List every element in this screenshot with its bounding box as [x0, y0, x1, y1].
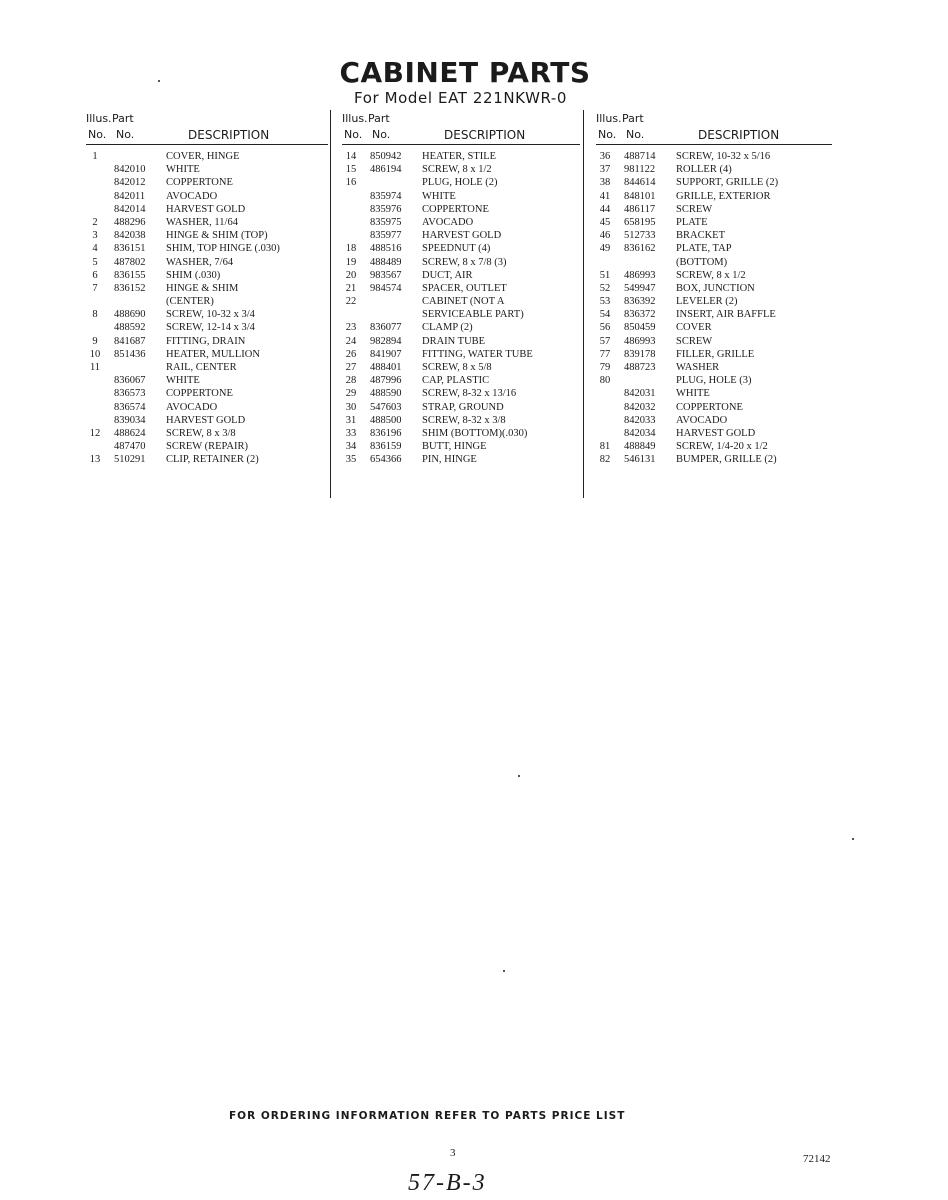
header-description: DESCRIPTION: [188, 128, 270, 142]
description: (BOTTOM): [676, 256, 728, 268]
illus-number: 26: [345, 348, 357, 360]
description: HEATER, MULLION: [166, 348, 260, 360]
illus-number: 16: [345, 177, 357, 189]
description: FILLER, GRILLE: [676, 348, 755, 360]
part-number: 488489: [370, 256, 402, 268]
part-number: 836155: [114, 269, 146, 281]
part-number: 488516: [370, 243, 402, 255]
description: SCREW, 8 x 5/8: [422, 362, 492, 373]
description: CLIP, RETAINER (2): [166, 454, 259, 466]
description: WHITE: [166, 375, 200, 387]
illus-number: 36: [599, 151, 611, 162]
table-row: [596, 282, 832, 295]
part-number: 546131: [624, 454, 656, 466]
handwritten-note: 57-B-3: [408, 1170, 487, 1196]
part-number: 654366: [370, 454, 402, 466]
parts-list: [86, 150, 328, 467]
header-part-no: No.: [626, 128, 645, 141]
description: COPPERTONE: [166, 177, 233, 189]
illus-number: 14: [345, 151, 357, 162]
part-number: 488592: [114, 322, 146, 334]
table-row: [342, 374, 580, 387]
table-row: [342, 203, 580, 216]
description: COPPERTONE: [422, 203, 489, 215]
part-number: 487470: [114, 441, 146, 453]
table-row: [86, 269, 328, 282]
part-number: 487802: [114, 256, 146, 268]
header-illus: Illus.: [596, 112, 622, 125]
table-row: [86, 335, 328, 348]
description: COVER, HINGE: [166, 151, 240, 162]
description: HARVEST GOLD: [676, 427, 756, 439]
part-number: 836162: [624, 243, 656, 255]
illus-number: 79: [599, 362, 611, 373]
table-row: [596, 242, 832, 255]
table-row: [86, 453, 328, 466]
description: HINGE & SHIM: [166, 282, 239, 294]
scan-speck: [852, 838, 854, 840]
description: WASHER, 7/64: [166, 256, 234, 268]
table-row: [342, 269, 580, 282]
illus-number: 11: [89, 362, 101, 373]
illus-number: 51: [599, 269, 611, 281]
part-number: 839034: [114, 414, 146, 426]
description: (CENTER): [166, 296, 214, 308]
part-number: 981122: [624, 164, 656, 176]
table-row: [342, 414, 580, 427]
header-part: Part: [622, 112, 644, 125]
description: WHITE: [166, 164, 200, 176]
part-number: 836077: [370, 322, 402, 334]
table-row: [86, 190, 328, 203]
description: DUCT, AIR: [422, 269, 473, 281]
description: FITTING, WATER TUBE: [422, 348, 533, 360]
table-row: [342, 361, 580, 374]
description: RAIL, CENTER: [166, 362, 237, 373]
table-row: [86, 361, 328, 374]
table-row: [86, 203, 328, 216]
part-number: 547603: [370, 401, 402, 413]
description: SCREW, 8-32 x 13/16: [422, 388, 517, 400]
column-divider: [583, 110, 584, 498]
ordering-note: FOR ORDERING INFORMATION REFER TO PARTS PRICE LIST: [229, 1110, 626, 1122]
description: ROLLER (4): [676, 164, 732, 176]
illus-number: 7: [92, 282, 98, 294]
description: WHITE: [676, 388, 710, 400]
description: SCREW, 8 x 7/8 (3): [422, 256, 507, 268]
description: HARVEST GOLD: [422, 230, 502, 242]
illus-number: 24: [345, 335, 357, 347]
part-number: 844614: [624, 177, 656, 189]
part-number: 488849: [624, 441, 656, 453]
part-number: 836574: [114, 401, 146, 413]
table-row: [86, 163, 328, 176]
illus-number: 45: [599, 216, 611, 228]
part-number: 982894: [370, 335, 402, 347]
part-number: 841907: [370, 348, 402, 360]
header-illus: Illus.: [86, 112, 112, 125]
description: SCREW, 8 x 3/8: [166, 427, 236, 439]
description: INSERT, AIR BAFFLE: [676, 309, 776, 321]
description: SCREW, 10-32 x 5/16: [676, 151, 771, 162]
table-row: [86, 440, 328, 453]
part-number: 842011: [114, 190, 146, 202]
description: SUPPORT, GRILLE (2): [676, 177, 779, 189]
part-number: 836196: [370, 427, 402, 439]
parts-list: [342, 150, 580, 467]
illus-number: 49: [599, 243, 611, 255]
part-number: 488624: [114, 427, 146, 439]
header-rule: [342, 144, 580, 145]
illus-number: 41: [599, 190, 611, 202]
table-row: [342, 348, 580, 361]
part-number: 836392: [624, 296, 656, 308]
header-description: DESCRIPTION: [698, 128, 780, 142]
parts-list: [596, 150, 832, 467]
table-row: [596, 269, 832, 282]
description: COVER: [676, 322, 712, 334]
illus-number: 57: [599, 335, 611, 347]
illus-number: 8: [92, 309, 98, 321]
part-number: 486993: [624, 269, 656, 281]
page-number: 3: [450, 1147, 456, 1159]
table-row: [86, 282, 328, 295]
description: COPPERTONE: [676, 401, 743, 413]
part-number: 836159: [370, 441, 402, 453]
description: WHITE: [422, 190, 456, 202]
part-number: 842032: [624, 401, 656, 413]
column-divider: [330, 110, 331, 498]
header-illus-no: No.: [598, 128, 617, 141]
table-row: [596, 361, 832, 374]
part-number: 488296: [114, 216, 146, 228]
part-number: 842034: [624, 427, 656, 439]
table-row: [596, 401, 832, 414]
table-row: [596, 440, 832, 453]
table-row: [596, 348, 832, 361]
header-part: Part: [368, 112, 390, 125]
parts-column-1: [86, 110, 328, 466]
table-row: [596, 374, 832, 387]
table-row: [596, 203, 832, 216]
description: STRAP, GROUND: [422, 401, 504, 413]
header-illus-no: No.: [88, 128, 107, 141]
description: BUMPER, GRILLE (2): [676, 454, 777, 466]
part-number: 984574: [370, 282, 402, 294]
part-number: 841687: [114, 335, 146, 347]
header-illus-no: No.: [344, 128, 363, 141]
description: SCREW (REPAIR): [166, 441, 248, 453]
table-row: [596, 176, 832, 189]
part-number: 835976: [370, 203, 402, 215]
table-row: [86, 401, 328, 414]
description: HINGE & SHIM (TOP): [166, 230, 268, 242]
document-number: 72142: [803, 1153, 831, 1165]
description: BOX, JUNCTION: [676, 282, 755, 294]
illus-number: 4: [92, 243, 98, 255]
part-number: 486117: [624, 203, 656, 215]
description: WASHER: [676, 362, 720, 373]
description: SCREW: [676, 335, 713, 347]
description: SCREW: [676, 203, 713, 215]
description: PIN, HINGE: [422, 454, 477, 466]
table-row: [342, 176, 580, 189]
table-row: [596, 190, 832, 203]
description: AVOCADO: [166, 401, 218, 413]
illus-number: 3: [92, 230, 98, 242]
table-row: [342, 282, 580, 295]
table-row: [86, 414, 328, 427]
table-row: [342, 190, 580, 203]
model-subtitle: For Model EAT 221NKWR-0: [354, 89, 568, 107]
illus-number: 28: [345, 375, 357, 387]
table-row: [596, 335, 832, 348]
description: COPPERTONE: [166, 388, 233, 400]
part-number: 836372: [624, 309, 656, 321]
illus-number: 19: [345, 256, 357, 268]
part-number: 512733: [624, 230, 656, 242]
description: SCREW, 8 x 1/2: [422, 164, 492, 176]
description: PLUG, HOLE (3): [676, 375, 752, 387]
illus-number: 22: [345, 296, 357, 308]
column-header: [342, 110, 580, 144]
parts-column-3: [596, 110, 832, 466]
description: GRILLE, EXTERIOR: [676, 190, 771, 202]
part-number: 851436: [114, 348, 146, 360]
illus-number: 54: [599, 309, 611, 321]
description: BUTT, HINGE: [422, 441, 487, 453]
description: HARVEST GOLD: [166, 414, 246, 426]
part-number: 836573: [114, 388, 146, 400]
table-row: [86, 176, 328, 189]
part-number: 842010: [114, 164, 146, 176]
header-part-no: No.: [372, 128, 391, 141]
table-row: [342, 401, 580, 414]
illus-number: 12: [89, 427, 101, 439]
table-row: [86, 374, 328, 387]
part-number: 658195: [624, 216, 656, 228]
table-row: [86, 150, 328, 163]
scan-speck: [158, 80, 160, 82]
description: LEVELER (2): [676, 296, 738, 308]
part-number: 839178: [624, 348, 656, 360]
table-row: [342, 321, 580, 334]
table-row: [342, 427, 580, 440]
illus-number: 33: [345, 427, 357, 439]
illus-number: 44: [599, 203, 611, 215]
description: CABINET (NOT A: [422, 296, 505, 308]
illus-number: 82: [599, 454, 611, 466]
table-row: [596, 427, 832, 440]
table-row: [342, 216, 580, 229]
table-row: [342, 440, 580, 453]
description: HARVEST GOLD: [166, 203, 246, 215]
part-number: 848101: [624, 190, 656, 202]
illus-number: 6: [92, 269, 98, 281]
table-row: [342, 229, 580, 242]
table-row: [596, 308, 832, 321]
table-row: [86, 229, 328, 242]
part-number: 842014: [114, 203, 146, 215]
table-row: [86, 242, 328, 255]
table-row: [342, 387, 580, 400]
header-description: DESCRIPTION: [444, 128, 526, 142]
description: HEATER, STILE: [422, 151, 497, 162]
table-row: [596, 229, 832, 242]
table-row: [342, 256, 580, 269]
table-row: [86, 256, 328, 269]
description: FITTING, DRAIN: [166, 335, 246, 347]
illus-number: 46: [599, 230, 611, 242]
part-number: 488401: [370, 362, 402, 373]
part-number: 510291: [114, 454, 146, 466]
table-row: [342, 308, 580, 321]
illus-number: 21: [345, 282, 357, 294]
table-row: [596, 163, 832, 176]
description: SCREW, 10-32 x 3/4: [166, 309, 255, 321]
illus-number: 37: [599, 164, 611, 176]
part-number: 488723: [624, 362, 656, 373]
description: SHIM, TOP HINGE (.030): [166, 243, 280, 255]
part-number: 836067: [114, 375, 146, 387]
illus-number: 81: [599, 441, 611, 453]
table-row: [342, 335, 580, 348]
table-row: [596, 256, 832, 269]
illus-number: 35: [345, 454, 357, 466]
illus-number: 27: [345, 362, 357, 373]
description: AVOCADO: [166, 190, 218, 202]
illus-number: 38: [599, 177, 611, 189]
part-number: 835975: [370, 216, 402, 228]
description: SCREW, 1/4-20 x 1/2: [676, 441, 768, 453]
table-row: [342, 163, 580, 176]
header-part: Part: [112, 112, 134, 125]
description: PLATE, TAP: [676, 243, 732, 255]
illus-number: 18: [345, 243, 357, 255]
illus-number: 2: [92, 216, 98, 228]
description: WASHER, 11/64: [166, 216, 238, 228]
table-row: [596, 150, 832, 163]
part-number: 836152: [114, 282, 146, 294]
page-title: CABINET PARTS: [339, 56, 591, 89]
description: CLAMP (2): [422, 322, 473, 334]
illus-number: 30: [345, 401, 357, 413]
table-row: [342, 150, 580, 163]
table-row: [86, 295, 328, 308]
illus-number: 29: [345, 388, 357, 400]
illus-number: 52: [599, 282, 611, 294]
description: PLUG, HOLE (2): [422, 177, 498, 189]
scan-speck: [518, 775, 520, 777]
part-number: 835974: [370, 190, 402, 202]
illus-number: 15: [345, 164, 357, 176]
part-number: 836151: [114, 243, 146, 255]
part-number: 842033: [624, 414, 656, 426]
illus-number: 53: [599, 296, 611, 308]
description: BRACKET: [676, 230, 726, 242]
description: SHIM (.030): [166, 269, 221, 281]
column-header: [86, 110, 328, 144]
part-number: 842038: [114, 230, 146, 242]
header-rule: [86, 144, 328, 145]
illus-number: 31: [345, 414, 357, 426]
table-row: [342, 295, 580, 308]
header-part-no: No.: [116, 128, 135, 141]
illus-number: 5: [92, 256, 98, 268]
description: SPEEDNUT (4): [422, 243, 491, 255]
illus-number: 34: [345, 441, 357, 453]
illus-number: 1: [92, 151, 98, 162]
part-number: 486993: [624, 335, 656, 347]
description: SCREW, 8 x 1/2: [676, 269, 746, 281]
part-number: 549947: [624, 282, 656, 294]
scan-speck: [503, 970, 505, 972]
table-row: [596, 453, 832, 466]
description: CAP, PLASTIC: [422, 375, 490, 387]
part-number: 850942: [370, 151, 402, 162]
description: DRAIN TUBE: [422, 335, 486, 347]
description: PLATE: [676, 216, 708, 228]
part-number: 842031: [624, 388, 656, 400]
part-number: 842012: [114, 177, 146, 189]
table-row: [342, 242, 580, 255]
illus-number: 9: [92, 335, 98, 347]
description: AVOCADO: [422, 216, 474, 228]
illus-number: 77: [599, 348, 611, 360]
table-row: [596, 321, 832, 334]
part-number: 487996: [370, 375, 402, 387]
illus-number: 23: [345, 322, 357, 334]
table-row: [596, 295, 832, 308]
part-number: 488714: [624, 151, 656, 162]
part-number: 486194: [370, 164, 402, 176]
header-rule: [596, 144, 832, 145]
table-row: [596, 216, 832, 229]
table-row: [86, 387, 328, 400]
table-row: [86, 348, 328, 361]
part-number: 835977: [370, 230, 402, 242]
illus-number: 13: [89, 454, 101, 466]
illus-number: 20: [345, 269, 357, 281]
description: AVOCADO: [676, 414, 728, 426]
description: SHIM (BOTTOM)(.030): [422, 427, 528, 439]
column-header: [596, 110, 832, 144]
part-number: 850459: [624, 322, 656, 334]
part-number: 488500: [370, 414, 402, 426]
part-number: 488690: [114, 309, 146, 321]
description: SCREW, 8-32 x 3/8: [422, 414, 506, 426]
illus-number: 56: [599, 322, 611, 334]
illus-number: 10: [89, 348, 101, 360]
parts-column-2: [342, 110, 580, 466]
table-row: [342, 453, 580, 466]
header-illus: Illus.: [342, 112, 368, 125]
part-number: 983567: [370, 269, 402, 281]
illus-number: 80: [599, 375, 611, 387]
description: SCREW, 12-14 x 3/4: [166, 322, 255, 334]
part-number: 488590: [370, 388, 402, 400]
table-row: [596, 387, 832, 400]
table-row: [596, 414, 832, 427]
table-row: [86, 308, 328, 321]
table-row: [86, 216, 328, 229]
table-row: [86, 321, 328, 334]
description: SPACER, OUTLET: [422, 282, 507, 294]
table-row: [86, 427, 328, 440]
description: SERVICEABLE PART): [422, 309, 524, 321]
